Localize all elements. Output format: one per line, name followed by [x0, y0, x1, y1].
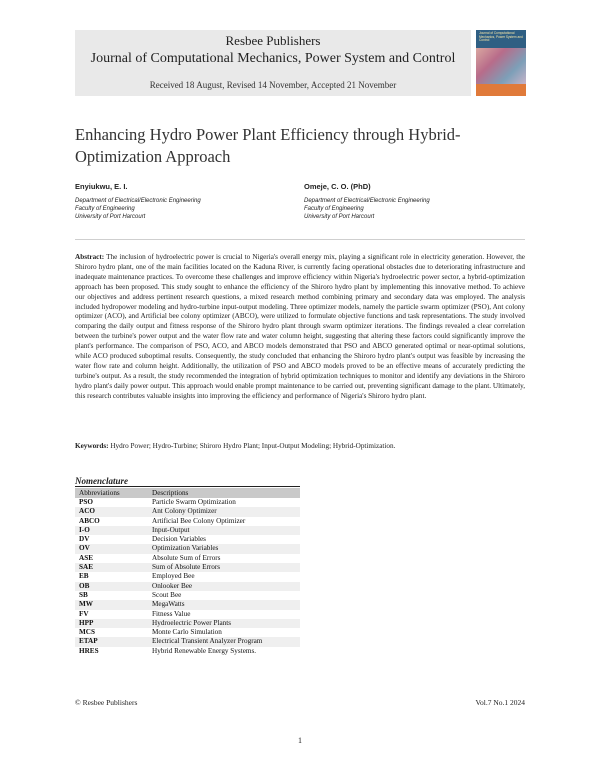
footer-copyright: © Resbee Publishers [75, 698, 138, 707]
section-divider [75, 239, 525, 240]
table-row [75, 526, 300, 535]
table-row [75, 498, 300, 507]
description-cell: Sum of Absolute Errors [149, 563, 300, 572]
table-row [75, 544, 300, 553]
abbreviation-cell: ASE [75, 554, 149, 563]
column-header: Descriptions [149, 488, 300, 498]
description-cell: Decision Variables [149, 535, 300, 544]
description-cell: Optimization Variables [149, 544, 300, 553]
description-cell: Input-Output [149, 526, 300, 535]
abbreviation-cell: PSO [75, 498, 149, 507]
author-name: Enyiukwu, E. I. [75, 182, 128, 191]
keywords [75, 441, 525, 451]
description-cell: Hybrid Renewable Energy Systems. [149, 647, 300, 656]
description-cell: Particle Swarm Optimization [149, 498, 300, 507]
description-cell: Absolute Sum of Errors [149, 554, 300, 563]
abbreviation-cell: OV [75, 544, 149, 553]
abbreviation-cell: FV [75, 610, 149, 619]
paper-title: Enhancing Hydro Power Plant Efficiency through Hybrid-Optimization Approach [75, 125, 461, 166]
author-university: University of Port Harcourt [75, 214, 146, 220]
table-row [75, 610, 300, 619]
page-number: 1 [298, 736, 302, 745]
footer-volume: Vol.7 No.1 2024 [475, 698, 525, 707]
table-row [75, 591, 300, 600]
author-university: University of Port Harcourt [304, 214, 375, 220]
keywords-label: Keywords: [75, 442, 109, 450]
description-cell: Monte Carlo Simulation [149, 628, 300, 637]
nomenclature-table [75, 488, 300, 656]
abstract [75, 253, 525, 402]
keywords-text: Hydro Power; Hydro-Turbine; Shiroro Hydro Plant; Input-Output Modeling; Hybrid-Optimization. [110, 442, 396, 450]
description-cell: Fitness Value [149, 610, 300, 619]
table-header-row [75, 488, 300, 498]
abbreviation-cell: SB [75, 591, 149, 600]
description-cell: Onlooker Bee [149, 582, 300, 591]
journal-title: Journal of Computational Mechanics, Power System and Control [90, 51, 456, 66]
description-cell: Scout Bee [149, 591, 300, 600]
table-row [75, 619, 300, 628]
publisher-name: Resbee Publishers [225, 33, 321, 48]
abbreviation-cell: MCS [75, 628, 149, 637]
author-name: Omeje, C. O. (PhD) [304, 182, 371, 191]
table-row [75, 572, 300, 581]
journal-cover-image [476, 30, 526, 96]
table-row [75, 647, 300, 656]
cover-title: Journal of Computational Mechanics, Power System and Control [479, 31, 523, 43]
author-faculty: Faculty of Engineering [75, 206, 135, 212]
cover-artwork [476, 48, 526, 84]
table-row [75, 535, 300, 544]
abbreviation-cell: OB [75, 582, 149, 591]
cover-footer-band [476, 84, 526, 96]
description-cell: Ant Colony Optimizer [149, 507, 300, 516]
description-cell: Electrical Transient Analyzer Program [149, 637, 300, 646]
author-department: Department of Electrical/Electronic Engineering [304, 198, 430, 204]
author-faculty: Faculty of Engineering [304, 206, 364, 212]
abbreviation-cell: ACO [75, 507, 149, 516]
author-block-2 [304, 182, 524, 221]
column-header: Abbreviations [75, 488, 149, 498]
abbreviation-cell: I-O [75, 526, 149, 535]
description-cell: Artificial Bee Colony Optimizer [149, 517, 300, 526]
table-row [75, 517, 300, 526]
abbreviation-cell: DV [75, 535, 149, 544]
description-cell: Employed Bee [149, 572, 300, 581]
table-row [75, 600, 300, 609]
abbreviation-cell: ETAP [75, 637, 149, 646]
abbreviation-cell: HRES [75, 647, 149, 656]
table-row [75, 582, 300, 591]
table-row [75, 628, 300, 637]
table-row [75, 563, 300, 572]
abbreviation-cell: SAE [75, 563, 149, 572]
abbreviation-cell: ABCO [75, 517, 149, 526]
nomenclature-rule [75, 486, 300, 487]
abbreviation-cell: EB [75, 572, 149, 581]
submission-dates: Received 18 August, Revised 14 November, Accepted 21 November [149, 80, 397, 90]
abbreviation-cell: HPP [75, 619, 149, 628]
description-cell: Hydroelectric Power Plants [149, 619, 300, 628]
table-row [75, 507, 300, 516]
author-block-1 [75, 182, 295, 221]
author-department: Department of Electrical/Electronic Engineering [75, 198, 201, 204]
abbreviation-cell: MW [75, 600, 149, 609]
abstract-label: Abstract: [75, 253, 105, 261]
abstract-text: The inclusion of hydroelectric power is crucial to Nigeria's overall energy mix, playing a significant role in electricity generation. However, the Shiroro hydro plant, one of the main facilities located on the Kaduna River, is currently facing operational obstacles due to deteriorating infrastructure and inadequate maintenance practices. To overcome these challenges and improve efficiency within Nigeria's hydroelectric power sector, a hybrid-optimization approach has been proposed. This study sought to enhance the efficiency of the Shiroro hydro plant by implementing this innovative method. To achieve our objectives and address pertinent research questions, a mixed research method combining primary and secondary data was employed. The analysis included hydropower modeling and hydro-turbine input-output modeling. Three optimizer models, namely the particle swarm optimizer (PSO), Ant colony optimizer (ACO), and Artificial bee colony optimizer (ABCO), were utilized to formulate objective functions and task representations. The study involved comparing the daily output and fitness response of the Shiroro hydro plant through swarm optimizer iterations. The findings revealed a clear correlation between the turbine's power output and the water flow rate and water column height, suggesting that altering these factors could significantly improve the plant's performance. The comparison of PSO, ACO, and ABCO models demonstrated that PSO and ABCO generated optimal or near-optimal solutions, while ACO produced suboptimal results. Consequently, the study concluded that enhancing the Shiroro hydro plant's output was feasible by increasing the water flow rate and column height. Additionally, the utilization of PSO and ABCO models proved to be an effective means of accurately predicting the turbine's output. As a result, the study recommended the integration of hybrid optimization techniques to monitor and identify any deviations in the Shiroro hydro plant's daily power output. This approach would enable prompt maintenance to be carried out, preventing significant damage to the plant. Ultimately, this research contributes valuable insights into improving the efficiency and performance of Nigeria's Shiroro hydro plant. [75, 253, 525, 400]
nomenclature-title: Nomenclature [75, 476, 128, 486]
table-row [75, 554, 300, 563]
table-row [75, 637, 300, 646]
description-cell: MegaWatts [149, 600, 300, 609]
